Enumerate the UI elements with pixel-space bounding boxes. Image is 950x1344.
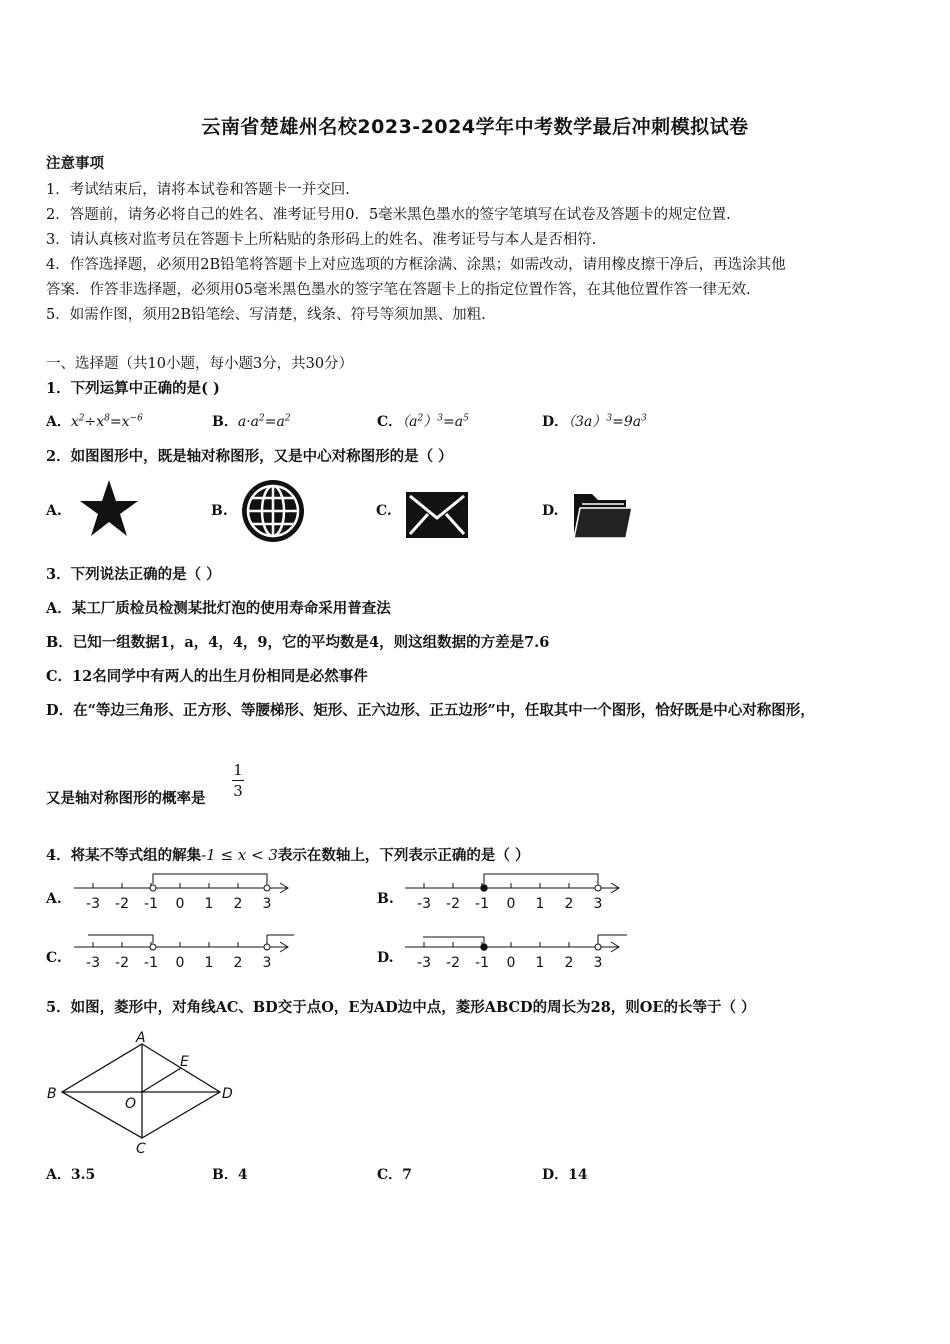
- rhombus-diagram: [40, 1028, 240, 1157]
- fraction-one-third: 1 3: [233, 761, 243, 800]
- q4-option-c-label: C.: [46, 950, 62, 966]
- notice-item: 4．作答选择题，必须用2B铅笔将答题卡上对应选项的方框涂满、涂黑；如需改动，请用橡皮擦干净后，再选涂其他: [46, 257, 786, 273]
- tick-label: 1: [204, 955, 214, 971]
- notice-item: 答案．作答非选择题，必须用05毫米黑色墨水的签字笔在答题卡上的指定位置作答，在其他位置作答一律无效.: [46, 282, 751, 298]
- point-label-e: E: [180, 1054, 189, 1070]
- folder-icon: [570, 488, 634, 542]
- number-line-c: [70, 927, 298, 975]
- globe-icon: [240, 478, 306, 544]
- q5-option-d: D．14: [542, 1167, 588, 1183]
- tick-label: -3: [86, 896, 100, 912]
- q2-option-b-label: B.: [211, 503, 228, 519]
- q3-option-c: C．12名同学中有两人的出生月份相同是必然事件: [46, 668, 368, 685]
- q5-option-c: C．7: [377, 1167, 412, 1183]
- point-label-c: C: [136, 1141, 146, 1157]
- page-title: 云南省楚雄州名校2023-2024学年中考数学最后冲刺模拟试卷: [201, 116, 749, 138]
- tick-label: 2: [233, 896, 243, 912]
- envelope-icon: [404, 490, 470, 540]
- question-3-stem: 3．下列说法正确的是（ ）: [46, 566, 221, 583]
- q2-option-c-label: C.: [376, 503, 392, 519]
- point-label-o: O: [125, 1096, 137, 1112]
- tick-label: -2: [115, 896, 129, 912]
- tick-label: -3: [417, 955, 431, 971]
- tick-label: 1: [535, 955, 545, 971]
- q3-option-d-continued: 又是轴对称图形的概率是: [46, 790, 206, 807]
- q2-option-a-label: A.: [46, 503, 62, 519]
- q5-option-a: A．3.5: [46, 1167, 96, 1183]
- tick-label: 2: [564, 896, 574, 912]
- q4-option-b-label: B.: [377, 891, 394, 907]
- q3-option-d: D．在“等边三角形、正方形、等腰梯形、矩形、正六边形、正五边形”中，任取其中一个图形，恰好既是中心对称图形，: [46, 702, 815, 719]
- notice-item: 1．考试结束后，请将本试卷和答题卡一并交回.: [46, 182, 350, 198]
- notice-item: 5．如需作图，须用2B铅笔绘、写清楚，线条、符号等须加黑、加粗.: [46, 307, 486, 323]
- tick-label: 3: [262, 896, 272, 912]
- q3-option-b: B．已知一组数据1，a，4，4，9，它的平均数是4，则这组数据的方差是7.6: [46, 634, 550, 651]
- tick-label: 0: [175, 896, 185, 912]
- tick-label: 1: [535, 896, 545, 912]
- tick-label: 0: [506, 896, 516, 912]
- q3-option-a: A．某工厂质检员检测某批灯泡的使用寿命采用普查法: [46, 600, 391, 617]
- tick-label: 0: [175, 955, 185, 971]
- section-heading: 一、选择题（共10小题，每小题3分，共30分）: [46, 356, 354, 372]
- point-label-a: A: [136, 1030, 146, 1046]
- number-line-d: [401, 927, 629, 975]
- tick-label: -3: [86, 955, 100, 971]
- q5-option-b: B．4: [212, 1167, 248, 1183]
- point-label-d: D: [222, 1086, 233, 1102]
- tick-label: -1: [144, 896, 158, 912]
- q1-option-c: C．$(a^2)^3=a^5$: [377, 413, 469, 430]
- tick-label: 3: [593, 896, 603, 912]
- tick-label: 3: [262, 955, 272, 971]
- q1-option-b: B．$a\cdot a^2=a^2$: [212, 413, 291, 430]
- q1-option-d: D．$(3a)^3=9a^3$: [542, 413, 647, 430]
- tick-label: 2: [564, 955, 574, 971]
- tick-label: -1: [144, 955, 158, 971]
- question-4-stem: 4．将某不等式组的解集-1 ≤ x < 3表示在数轴上，下列表示正确的是（ ）: [46, 846, 530, 864]
- star-icon: [78, 478, 140, 540]
- tick-label: -2: [115, 955, 129, 971]
- notice-item: 3．请认真核对监考员在答题卡上所粘贴的条形码上的姓名、准考证号与本人是否相符.: [46, 232, 597, 248]
- tick-label: -2: [446, 896, 460, 912]
- question-2-stem: 2．如图图形中，既是轴对称图形，又是中心对称图形的是（ ）: [46, 448, 453, 465]
- notice-heading: 注意事项: [46, 155, 104, 172]
- point-label-b: B: [47, 1086, 57, 1102]
- tick-label: -1: [475, 955, 489, 971]
- tick-label: -1: [475, 896, 489, 912]
- notice-item: 2．答题前，请务必将自己的姓名、准考证号用0．5毫米黑色墨水的签字笔填写在试卷及答题卡的规定位置.: [46, 207, 731, 223]
- tick-label: 2: [233, 955, 243, 971]
- tick-label: -3: [417, 896, 431, 912]
- question-5-stem: 5．如图，菱形中，对角线AC、BD交于点O，E为AD边中点，菱形ABCD的周长为28，则OE的长等于（ ）: [46, 999, 756, 1016]
- question-1-stem: 1．下列运算中正确的是( ): [46, 380, 220, 397]
- q4-option-a-label: A.: [46, 891, 62, 907]
- number-line-b: [401, 868, 626, 916]
- tick-label: -2: [446, 955, 460, 971]
- q4-option-d-label: D.: [377, 950, 394, 966]
- tick-label: 3: [593, 955, 603, 971]
- number-line-a: [70, 868, 295, 916]
- q2-option-d-label: D.: [542, 503, 559, 519]
- tick-label: 0: [506, 955, 516, 971]
- tick-label: 1: [204, 896, 214, 912]
- q1-option-a: A．$x^2\div x^8=x^{-6}$: [46, 413, 143, 430]
